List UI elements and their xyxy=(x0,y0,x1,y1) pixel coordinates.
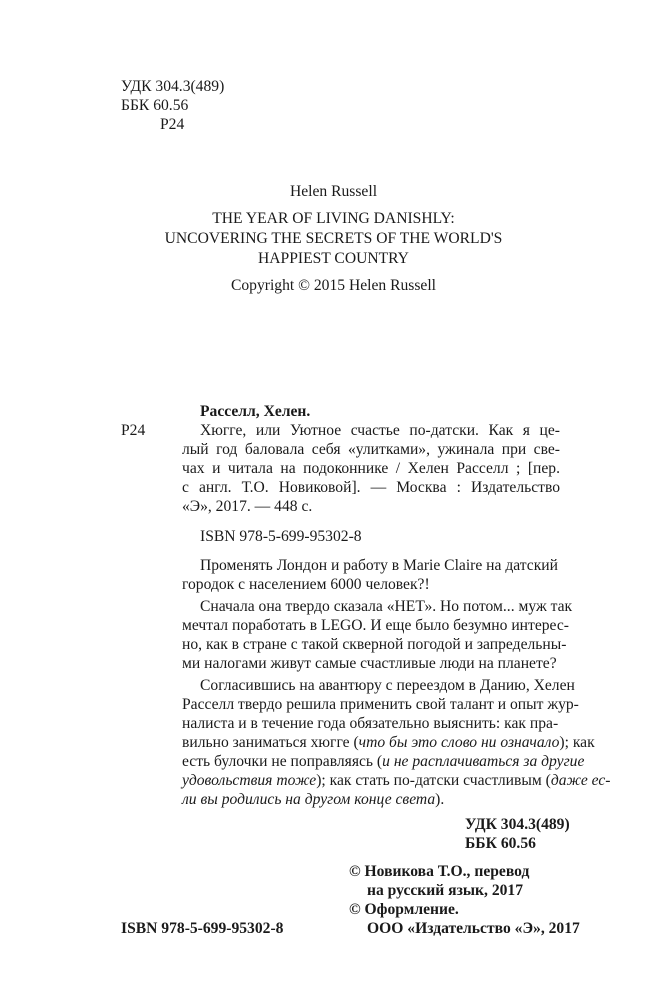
annotation-p2-line-4: ми налогами живут самые счастливые люди на планете? xyxy=(182,655,557,672)
annotation-p3-line-1: Согласившись на авантюру с переездом в Данию, Хелен xyxy=(200,677,575,694)
copyright-translation-2: на русский язык, 2017 xyxy=(367,882,524,899)
original-title-line-2: UNCOVERING THE SECRETS OF THE WORLD'S xyxy=(164,230,503,247)
original-copyright: Copyright © 2015 Helen Russell xyxy=(230,277,437,294)
copyright-design-1: © Оформление. xyxy=(349,901,459,918)
catalog-description-line-3: чах и читала на подоконнике / Хелен Расселл ; [пер. xyxy=(182,460,560,477)
catalog-author-mark: Р24 xyxy=(121,422,146,439)
udk-code: УДК 304.3(489) xyxy=(121,78,225,95)
footer-isbn: ISBN 978-5-699-95302-8 xyxy=(121,920,284,937)
catalog-description-line-5: «Э», 2017. — 448 с. xyxy=(182,498,313,515)
annotation-udk: УДК 304.3(489) xyxy=(465,816,570,833)
annotation-p2-line-1: Сначала она твердо сказала «НЕТ». Но потом... муж так xyxy=(200,598,573,615)
original-title-line-3: HAPPIEST COUNTRY xyxy=(258,250,409,267)
annotation-p3-line-6: удовольствия тоже); как стать по-датски счастливым (даже ес- xyxy=(182,772,611,789)
catalog-description-line-2: лый год баловала себя «улитками», ужинала при све- xyxy=(182,441,560,458)
catalog-description-line-1: Хюгге, или Уютное счастье по-датски. Как я це- xyxy=(200,422,560,439)
annotation-p1-line-1: Променять Лондон и работу в Marie Claire на датский xyxy=(200,557,558,574)
original-title-line-1: THE YEAR OF LIVING DANISHLY: xyxy=(212,210,455,227)
annotation-p3-line-4: вильно заниматься хюгге (что бы это слово ни означало); как xyxy=(182,734,595,751)
catalog-description-line-4: с англ. Т.О. Новиковой]. — Москва : Издательство xyxy=(182,479,560,496)
original-author: Helen Russell xyxy=(289,183,378,200)
bbk-code: ББК 60.56 xyxy=(121,97,189,114)
annotation-p3-line-7: ли вы родились на другом конце света). xyxy=(182,791,445,808)
annotation-p3-line-5: есть булочки не поправляясь (и не расплачиваться за другие xyxy=(182,753,585,770)
catalog-isbn: ISBN 978-5-699-95302-8 xyxy=(200,528,362,545)
catalog-heading: Расселл, Хелен. xyxy=(200,403,311,420)
author-mark: Р24 xyxy=(160,116,185,133)
copyright-design-2: ООО «Издательство «Э», 2017 xyxy=(367,920,580,937)
annotation-bbk: ББК 60.56 xyxy=(465,835,536,852)
copyright-translation-1: © Новикова Т.О., перевод xyxy=(349,863,530,880)
annotation-p3-line-2: Расселл твердо решила применить свой талант и опыт жур- xyxy=(182,696,579,713)
annotation-p2-line-3: но, как в стране с такой скверной погодой и запредельны- xyxy=(182,636,567,653)
annotation-p1-line-2: городок с населением 6000 человек?! xyxy=(182,576,430,593)
annotation-p3-line-3: налиста и в течение года обязательно выяснить: как пра- xyxy=(182,715,559,732)
annotation-p2-line-2: мечтал поработать в LEGO. И еще было безумно интерес- xyxy=(182,617,569,634)
